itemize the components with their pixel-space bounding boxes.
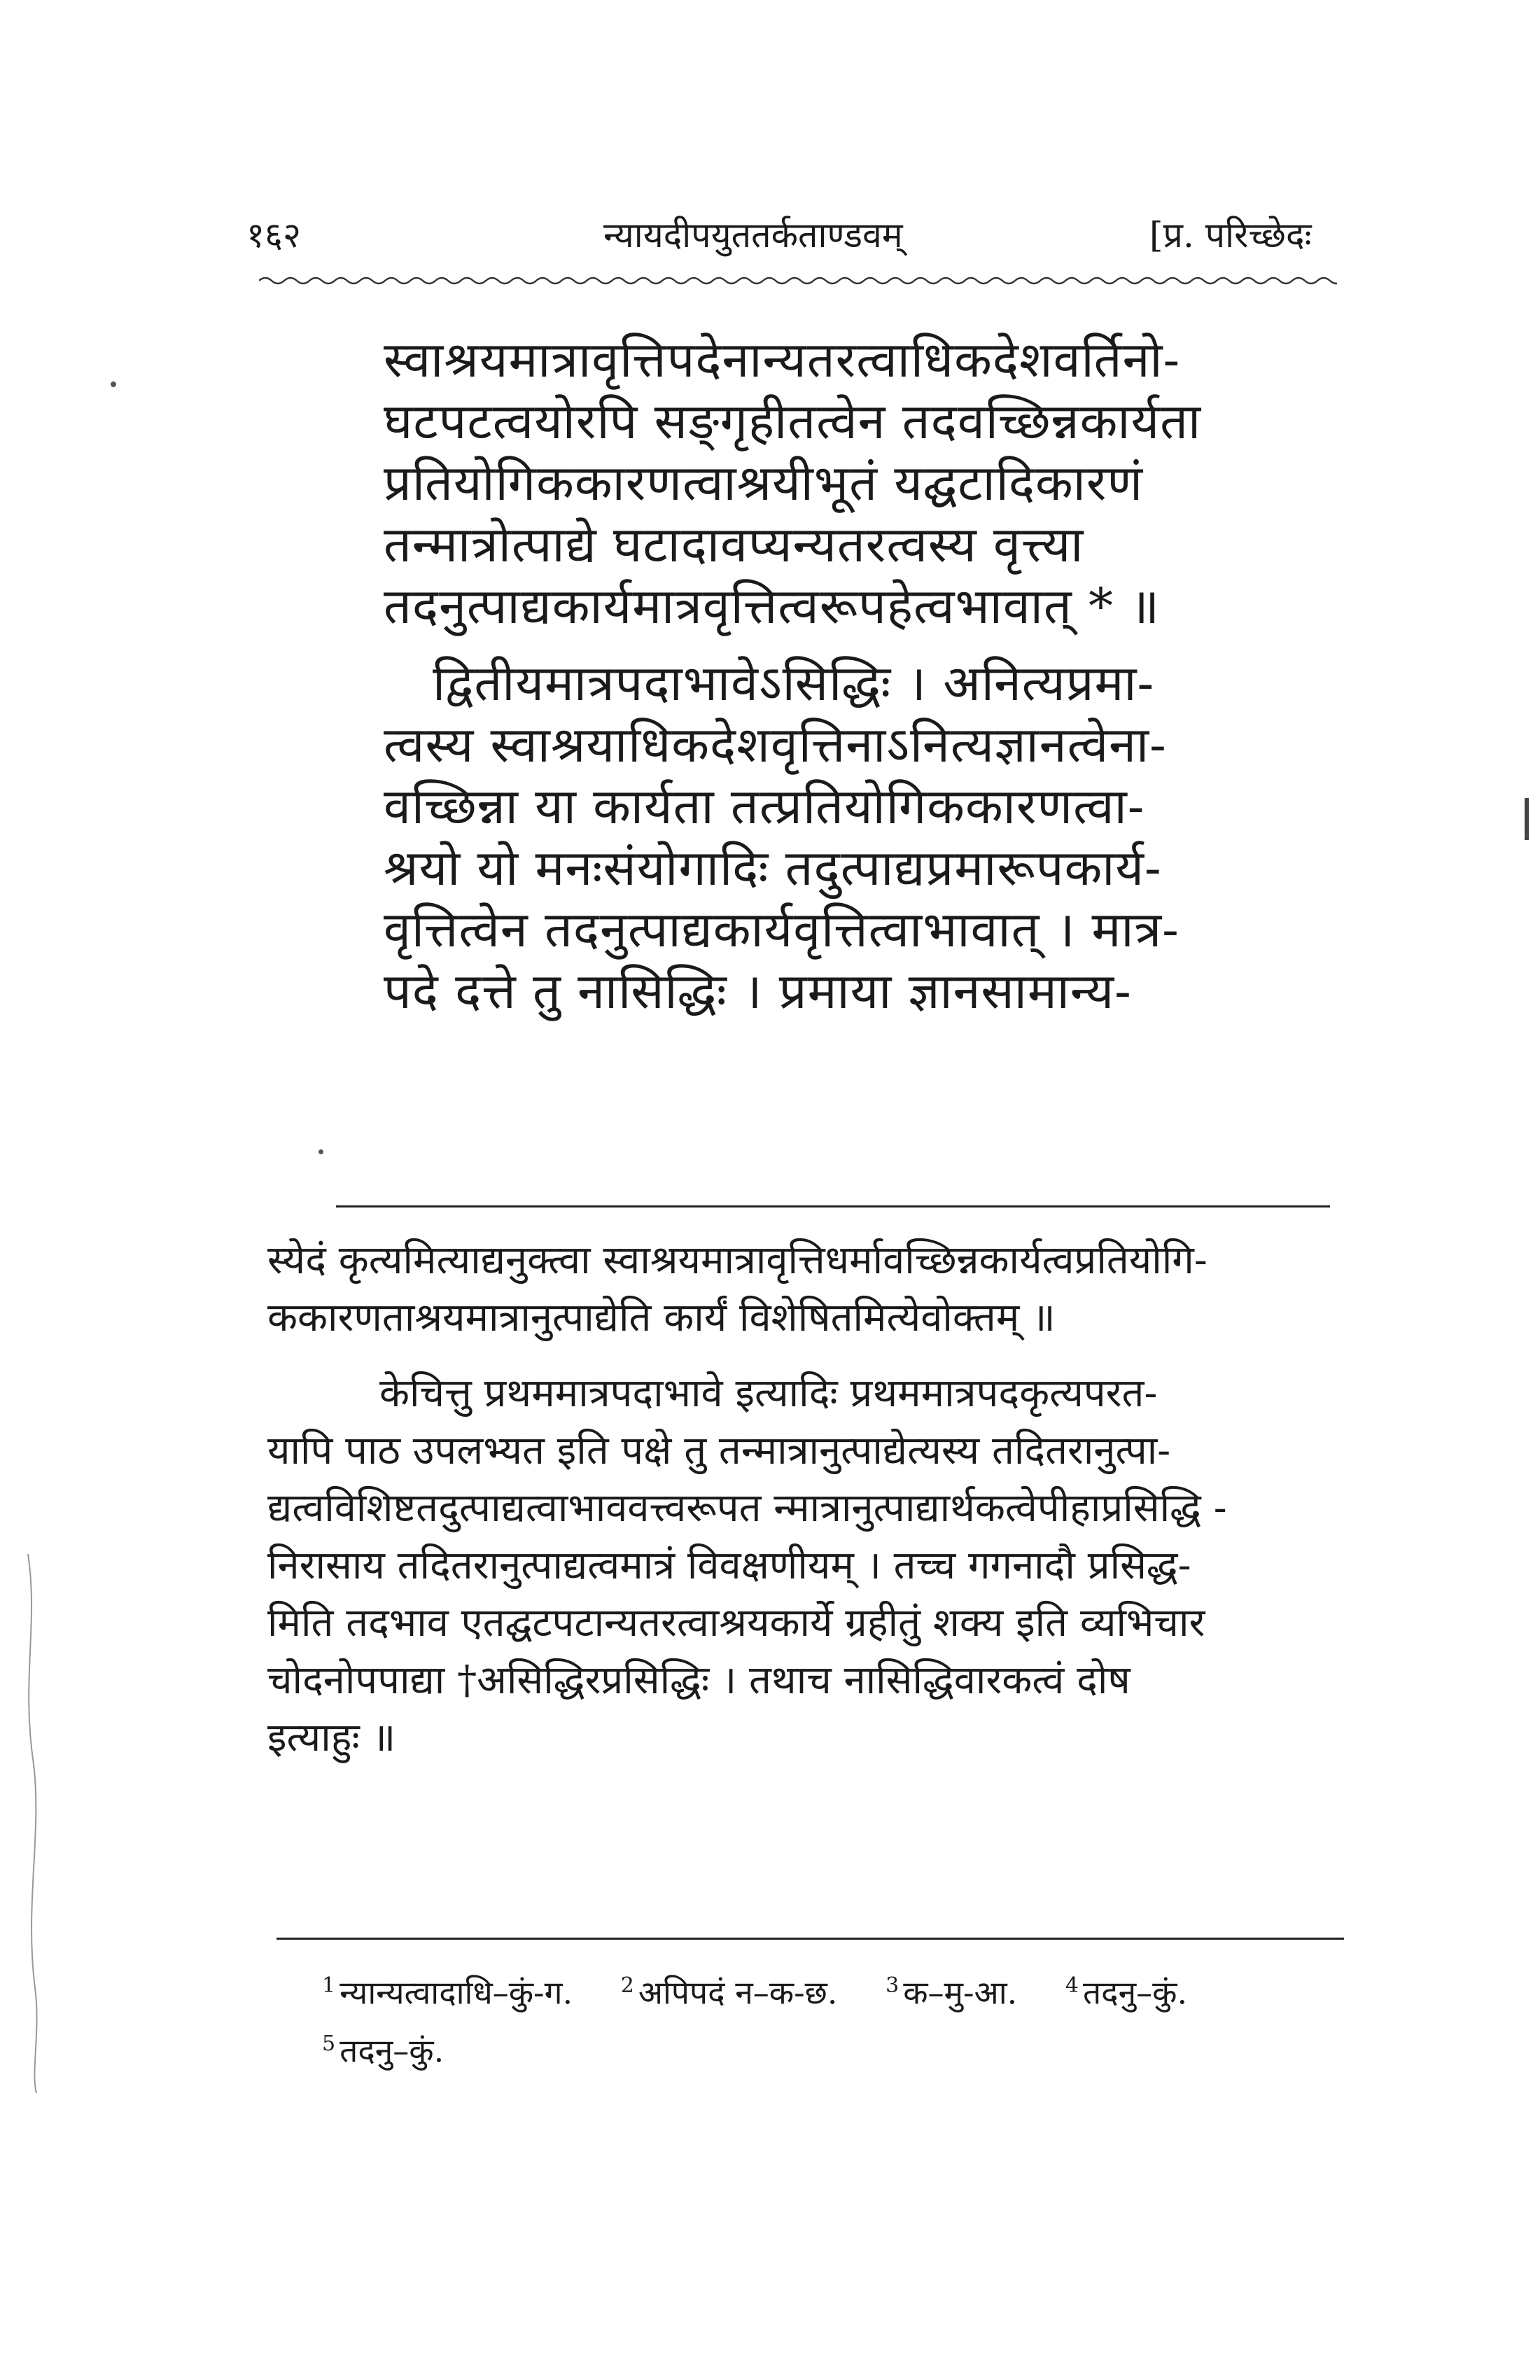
main-text-block [384, 329, 1255, 1022]
footnote-divider [276, 1938, 1344, 1940]
page-number: १६२ [246, 215, 301, 255]
footnote-line [322, 1960, 1358, 2018]
commentary-line: निरासाय तदितरानुत्पाद्यत्वमात्रं विवक्षणीयम् । तच्च गगनादौ प्रसिद्ध- [267, 1543, 1191, 1588]
main-line: त्वस्य स्वाश्रयाधिकदेशवृत्तिनाऽनित्यज्ञानत्वेना- [384, 716, 1167, 774]
footnotes-block [322, 1960, 1358, 2077]
commentary-line: इत्याहुः ॥ [267, 1715, 396, 1760]
running-header [246, 210, 1338, 266]
commentary-line: मिति तदभाव एतद्घटपटान्यतरत्वाश्रयकार्ये ग्रहीतुं शक्य इति व्यभिचार [267, 1600, 1205, 1646]
commentary-line: स्येदं कृत्यमित्याद्यनुक्त्वा स्वाश्रयमात्रावृत्तिधर्मावच्छिन्नकार्यत्वप्रतियोगि- [267, 1238, 1208, 1283]
footnote-item: $^4$ तदनु–कुं. [1065, 1973, 1188, 2012]
main-line: वच्छिन्ना या कार्यता तत्प्रतियोगिककारणत्वा- [384, 778, 1145, 835]
header-wavy-rule [259, 273, 1337, 288]
commentary-line: चोदनोपपाद्या †असिद्धिरप्रसिद्धिः । तथाच नासिद्धिवारकत्वं दोष [267, 1658, 1130, 1703]
main-line: तन्मात्रोत्पाद्ये घटादावप्यन्यतरत्वस्य वृत्त्या [384, 516, 1084, 573]
main-line: श्रयो यो मनःसंयोगादिः तदुत्पाद्यप्रमारूपकार्य- [384, 839, 1162, 897]
commentary-line: केचित्तु प्रथममात्रपदाभावे इत्यादिः प्रथममात्रपदकृत्यपरत- [379, 1371, 1158, 1416]
main-line: तदनुत्पाद्यकार्यमात्रवृत्तित्वरूपहेत्वभावात् * ॥ [384, 578, 1161, 635]
footnote-item: $^2$ अपिपदं न–क-छ. [620, 1973, 838, 2012]
footnote-line [322, 2018, 1358, 2076]
main-line: द्वितीयमात्रपदाभावेऽसिद्धिः । अनित्यप्रमा- [433, 654, 1155, 712]
footnote-item: $^5$ तदनु–कुं. [322, 2031, 444, 2070]
scan-speck [318, 1149, 323, 1154]
scan-edge-shadow [0, 1540, 49, 2100]
commentary-line: द्यत्वविशिष्टतदुत्पाद्यत्वाभाववत्त्वरूपत न्मात्रानुत्पाद्यार्थकत्वेपीहाप्रसिद्धि - [267, 1485, 1227, 1531]
main-line: पदे दत्ते तु नासिद्धिः । प्रमाया ज्ञानसामान्य- [384, 962, 1132, 1020]
main-line: स्वाश्रयमात्रावृत्तिपदेनान्यतरत्वाधिकदेशवर्तिनो- [384, 331, 1181, 388]
commentary-line: यापि पाठ उपलभ्यत इति पक्षे तु तन्मात्रानुत्पाद्येत्यस्य तदितरानुत्पा- [267, 1428, 1171, 1474]
running-title: न्यायदीपयुततर्कताण्डवम् [603, 215, 903, 255]
main-line: वृत्तित्वेन तदनुत्पाद्यकार्यवृत्तित्वाभावात् । मात्र- [384, 901, 1180, 958]
footnote-item: $^3$ क–मु-आ. [886, 1973, 1018, 2012]
scan-speck [111, 382, 116, 387]
scan-edge-mark [1525, 798, 1529, 840]
commentary-block [267, 1232, 1338, 1767]
footnote-item: $^1$ न्यान्यत्वादाधि–कुं-ग. [322, 1973, 573, 2012]
section-label: [प्र. परिच्छेदः [1149, 215, 1312, 255]
commentary-divider [336, 1205, 1330, 1208]
main-line: घटपटत्वयोरपि सङ्गृहीतत्वेन तदवच्छिन्नकार्यता [384, 393, 1202, 450]
commentary-line: ककारणताश्रयमात्रानुत्पाद्येति कार्यं विशेषितमित्येवोक्तम् ॥ [267, 1295, 1056, 1340]
main-line: प्रतियोगिककारणत्वाश्रयीभूतं यद्घटादिकारणं [384, 454, 1144, 512]
